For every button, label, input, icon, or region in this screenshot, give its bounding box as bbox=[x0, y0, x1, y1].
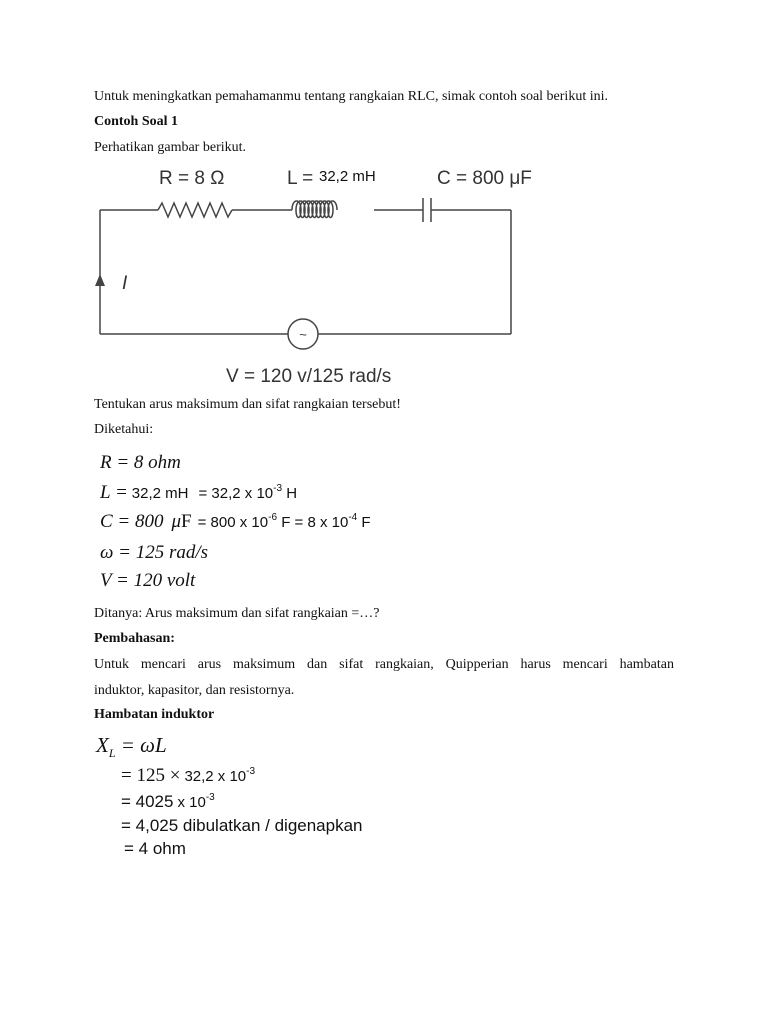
xl-subscript: L bbox=[108, 746, 116, 761]
example-heading: Contoh Soal 1 bbox=[94, 114, 179, 129]
xl-step-2-power bbox=[177, 794, 214, 811]
xl-equals-omega-l: = ωL bbox=[120, 733, 167, 757]
resistor-symbol bbox=[158, 203, 232, 217]
asked-text: Ditanya: Arus maksimum dan sifat rangkaian =…? bbox=[94, 606, 380, 621]
rlc-circuit-diagram bbox=[0, 0, 768, 400]
known-label: Diketahui: bbox=[94, 422, 154, 437]
xl-step-4: = 4 ohm bbox=[124, 839, 186, 858]
inductor-label-prefix: L = bbox=[287, 168, 314, 189]
known-l-exponent: -3 bbox=[273, 483, 283, 494]
xl-step-1-exponent: -3 bbox=[246, 766, 256, 777]
current-arrow-icon bbox=[95, 274, 105, 286]
known-c-exponent-2: -4 bbox=[348, 512, 358, 523]
known-c-unit: F bbox=[361, 514, 371, 531]
discussion-line-2: induktor, kapasitor, dan resistornya. bbox=[94, 683, 295, 698]
xl-step-2-base: x 10 bbox=[177, 794, 206, 811]
xl-step-2-exponent: -3 bbox=[205, 792, 215, 803]
known-l-unit: H bbox=[286, 485, 298, 502]
known-l-symbol: L = bbox=[100, 482, 128, 503]
xl-step-2 bbox=[121, 792, 215, 812]
look-text: Perhatikan gambar berikut. bbox=[94, 140, 247, 155]
resistor-label: R = 8 Ω bbox=[159, 168, 225, 189]
known-v: V = 120 volt bbox=[100, 570, 196, 591]
known-l-conversion bbox=[199, 485, 298, 502]
xl-formula bbox=[96, 734, 167, 764]
known-c-farad: F bbox=[181, 511, 192, 532]
known-l-conversion-base: = 32,2 x 10 bbox=[198, 485, 274, 502]
voltage-label: V = 120 v/125 rad/s bbox=[226, 366, 392, 387]
known-omega: ω = 125 rad/s bbox=[100, 542, 209, 563]
known-l-row bbox=[100, 482, 297, 504]
discussion-heading: Pembahasan: bbox=[94, 631, 175, 646]
current-label: I bbox=[122, 273, 128, 294]
xl-step-1-inductance bbox=[184, 768, 255, 785]
known-c-symbol: C = 800 bbox=[100, 511, 164, 532]
question-text: Tentukan arus maksimum dan sifat rangkaian tersebut! bbox=[94, 397, 401, 412]
inductor-label-value: 32,2 mH bbox=[319, 168, 376, 185]
known-c-conversion bbox=[198, 514, 371, 531]
inductor-symbol bbox=[292, 201, 337, 218]
xl-step-1 bbox=[121, 765, 255, 787]
known-c-mu: μ bbox=[171, 511, 182, 532]
known-c-conversion-base: = 800 x 10 bbox=[197, 514, 269, 531]
xl-symbol: X bbox=[96, 733, 109, 757]
xl-step-3: = 4,025 dibulatkan / digenapkan bbox=[121, 816, 363, 835]
known-c-row bbox=[100, 511, 371, 533]
xl-step-1-base: 32,2 x 10 bbox=[184, 768, 247, 785]
known-r: R = 8 ohm bbox=[100, 452, 181, 473]
xl-step-1-multiply: = 125 × bbox=[121, 765, 181, 786]
known-l-value: 32,2 mH bbox=[131, 485, 189, 502]
known-c-exponent-1: -6 bbox=[268, 512, 278, 523]
ac-source-tilde: ~ bbox=[299, 327, 307, 342]
intro-text: Untuk meningkatkan pemahamanmu tentang rangkaian RLC, simak contoh soal berikut ini. bbox=[94, 89, 608, 104]
capacitor-label: C = 800 μF bbox=[437, 168, 532, 189]
discussion-line-1: Untuk mencari arus maksimum dan sifat rangkaian, Quipperian harus mencari hambatan bbox=[94, 657, 674, 672]
known-c-conversion-mid: F = 8 x 10 bbox=[281, 514, 349, 531]
inductor-heading: Hambatan induktor bbox=[94, 707, 215, 722]
xl-step-2-value: = 4025 bbox=[121, 792, 174, 811]
